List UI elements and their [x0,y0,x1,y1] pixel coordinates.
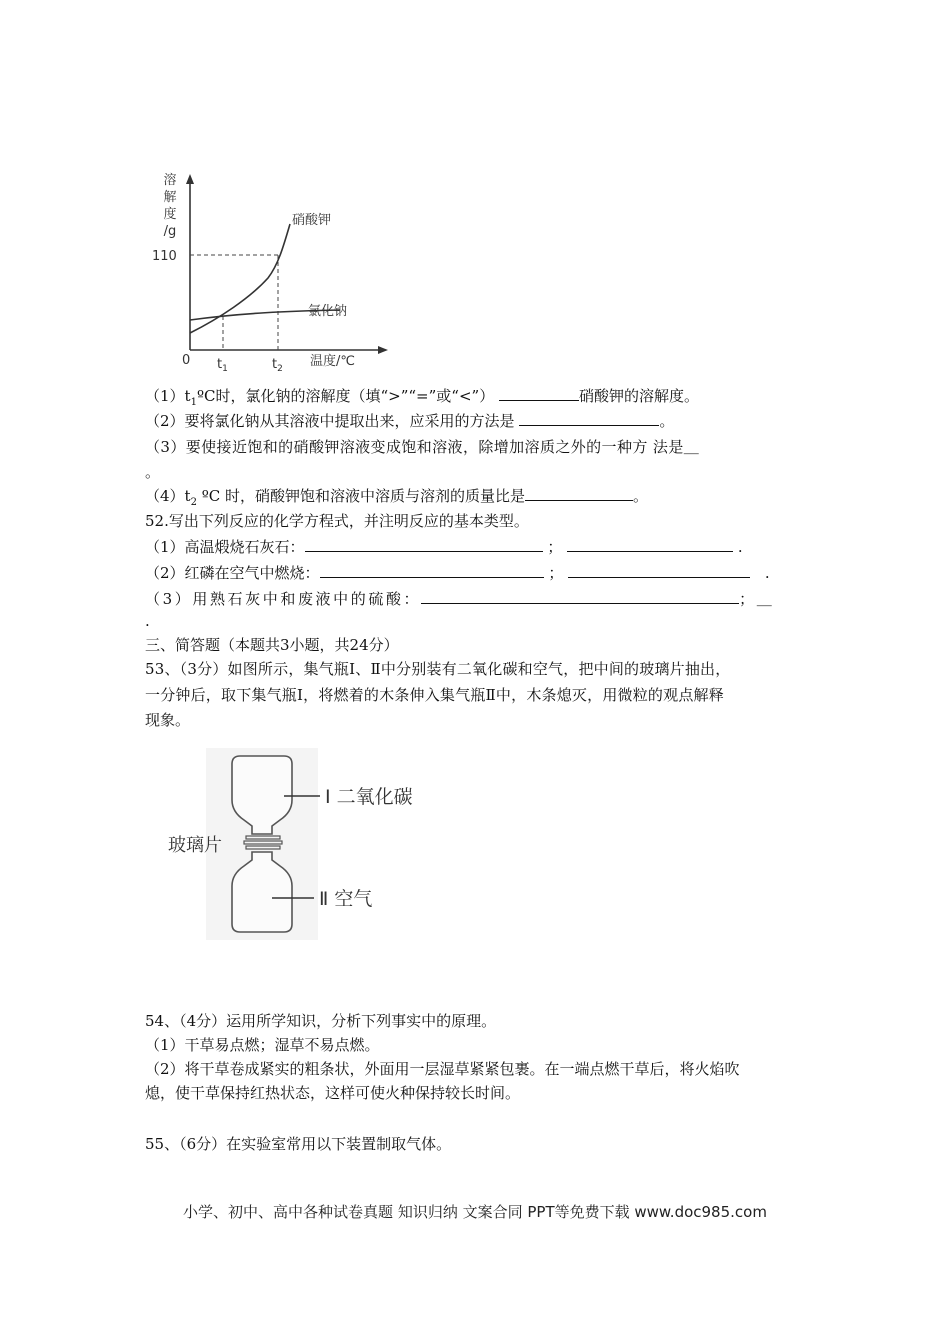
glass-plate-label: 玻璃片 [168,835,222,856]
y-axis-label-char: 解 [163,190,177,205]
equation-blank[interactable] [305,536,543,552]
solubility-chart [150,168,390,376]
equation-blank[interactable] [320,562,544,578]
q51-line-3-end: 。 [145,463,161,481]
q51-line-2: （2）要将氯化钠从其溶液中提取出来，应采用的方法是 。 [145,412,675,430]
y-axis-label-char: /g [163,224,177,239]
curve-kno3-label: 硝酸钾 [292,213,332,228]
curve-kno3 [190,224,290,333]
type-blank[interactable] [567,536,733,552]
q52-line-1: （1）高温煅烧石灰石： ； . [145,538,743,556]
answer-blank[interactable] [519,410,659,426]
x-axis-arrow [378,346,388,354]
q53-line-1: 53、（3分）如图所示，集气瓶Ⅰ、Ⅱ中分别装有二氧化碳和空气，把中间的玻璃片抽出， [145,660,731,678]
q51-line-1: $(1)t_1ºC$时，氯化钠的溶解度（填“>”“=”或“<”） 硝酸钾的溶解度。 [145,387,699,408]
y-axis-arrow [186,174,194,184]
x-tick-t2: $t_2$ [272,357,283,374]
q52-line-2: （2）红磷在空气中燃烧： ； . [145,564,770,582]
answer-blank[interactable] [525,485,633,501]
q54-line-2: （1）干草易点燃；湿草不易点燃。 [145,1036,380,1054]
q54-line-1: 54、（4分）运用所学知识，分析下列事实中的原理。 [145,1012,497,1030]
jar-bottom-label: Ⅱ 空气 [319,888,373,910]
q55-line-1: 55、（6分）在实验室常用以下装置制取气体。 [145,1135,452,1153]
q52-line-3-end: . [145,612,150,630]
q53-line-2: 一分钟后，取下集气瓶Ⅰ，将燃着的木条伸入集气瓶Ⅱ中，木条熄灭，用微粒的观点解释 [145,686,724,704]
page-footer: 小学、初中、高中各种试卷真题 知识归纳 文案合同 PPT等免费下载 www.doc985.com [183,1203,767,1221]
curve-nacl-label: 氯化钠 [308,304,348,319]
y-tick-label: 110 [152,249,177,264]
q54-line-4: 熄，使干草保持红热状态，这样可使火种保持较长时间。 [145,1084,521,1102]
q53-line-3: 现象。 [145,711,191,729]
type-blank[interactable] [568,562,750,578]
q52-title: 52.写出下列反应的化学方程式，并注明反应的基本类型。 [145,512,529,530]
y-axis-label-char: 溶 [163,173,177,188]
y-axis-label-char: 度 [163,207,177,222]
x-tick-t1: $t_1$ [217,357,228,374]
q52-line-3: （3）用熟石灰中和废液中的硫酸： ；＿ [145,590,775,608]
q54-line-3: （2）将干草卷成紧实的粗条状，外面用一层湿草紧紧包裹。在一端点燃干草后，将火焰吹 [145,1060,740,1078]
gas-jar-figure [168,748,458,948]
answer-blank[interactable] [499,385,579,401]
q51-line-3: （3）要使接近饱和的硝酸钾溶液变成饱和溶液，除增加溶质之外的一种方 法是＿ [145,438,700,456]
q51-line-4: $(4)t_2$ ºC 时，硝酸钾饱和溶液中溶质与溶剂的质量比是 。 [145,487,649,508]
section-heading: 三、简答题（本题共3小题，共24分） [145,636,399,654]
origin-label: 0 [182,353,191,368]
equation-blank[interactable] [421,588,739,604]
x-axis-label: 温度/℃ [310,354,355,369]
jar-top-label: Ⅰ 二氧化碳 [325,786,413,808]
